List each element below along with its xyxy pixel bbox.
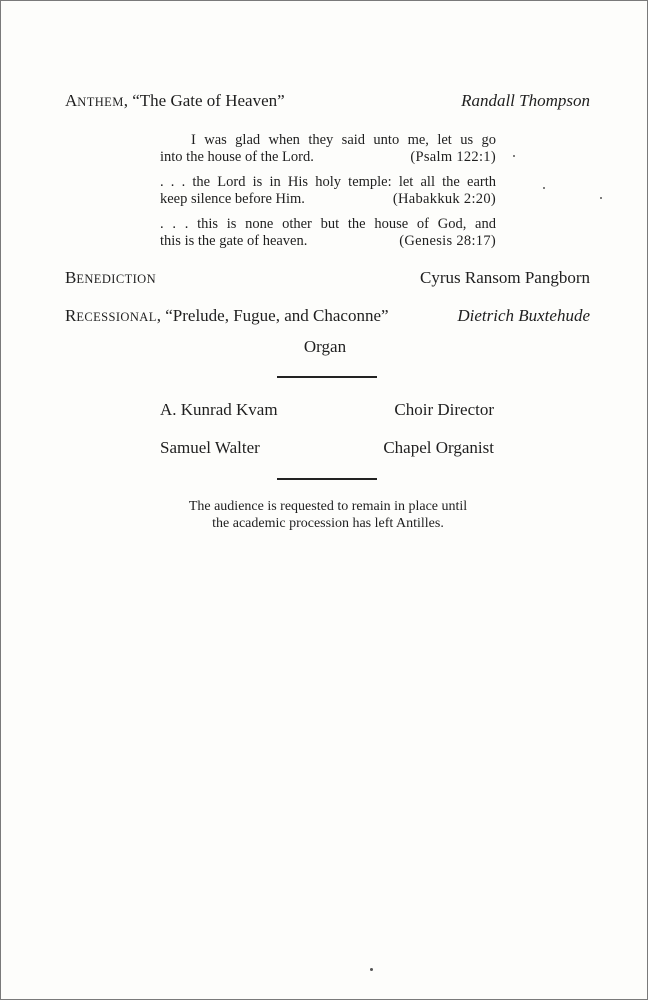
notice-line-2: the academic procession has left Antilles.: [212, 516, 444, 531]
recessional-instrument: Organ: [303, 337, 347, 356]
paper-speck: [513, 155, 515, 157]
anthem-title: [65, 91, 285, 111]
benediction-name: Cyrus Ransom Pangborn: [420, 268, 590, 287]
benediction-label-rest: ENEDICTION: [76, 272, 157, 286]
verse-1-line-2: into the house of the Lord.: [160, 149, 314, 165]
benediction-label: [65, 268, 156, 288]
verse-2-line-1: . . . the Lord is in His holy temple: let all the earth: [160, 174, 496, 190]
anthem-label-rest: NTHEM: [77, 95, 124, 109]
anthem-heading: [65, 91, 590, 111]
verse-3-line-1: . . . this is none other but the house of God, and: [160, 216, 496, 232]
credit-row: [160, 438, 494, 458]
notice-line-1: The audience is requested to remain in place until: [188, 499, 468, 514]
verse-3-reference: (Genesis 28:17): [399, 233, 496, 249]
recessional-work-title: , “Prelude, Fugue, and Chaconne”: [156, 306, 389, 325]
paper-speck: [600, 197, 602, 199]
benediction-label-initial: B: [65, 268, 77, 287]
recessional-label-rest: ECESSIONAL: [76, 310, 157, 324]
verse-1-reference: (Psalm 122:1): [410, 149, 496, 165]
credit-role: Chapel Organist: [383, 438, 494, 457]
anthem-verse-1: [160, 132, 496, 166]
paper-speck: [543, 187, 545, 189]
anthem-verse-2: [160, 174, 496, 208]
audience-notice: [1, 498, 648, 532]
anthem-verse-3: [160, 216, 496, 250]
divider-rule: [277, 478, 377, 480]
credit-row: [160, 400, 494, 420]
credit-name: Samuel Walter: [160, 438, 260, 457]
anthem-work-title: , “The Gate of Heaven”: [123, 91, 285, 110]
anthem-label-initial: A: [65, 91, 78, 110]
recessional-title: [65, 306, 389, 326]
recessional-row: [65, 306, 590, 326]
verse-1-line-1: I was glad when they said unto me, let us go: [191, 132, 496, 148]
benediction-row: [65, 268, 590, 288]
verse-2-line-2: keep silence before Him.: [160, 191, 305, 207]
divider-rule: [277, 376, 377, 378]
anthem-composer: Randall Thompson: [461, 91, 590, 110]
verse-3-line-2: this is the gate of heaven.: [160, 233, 308, 249]
recessional-composer: Dietrich Buxtehude: [457, 306, 590, 325]
credit-role: Choir Director: [394, 400, 494, 419]
credit-name: A. Kunrad Kvam: [160, 400, 278, 419]
recessional-label-initial: R: [65, 306, 77, 325]
verse-2-reference: (Habakkuk 2:20): [392, 191, 496, 207]
paper-speck: [370, 968, 373, 971]
